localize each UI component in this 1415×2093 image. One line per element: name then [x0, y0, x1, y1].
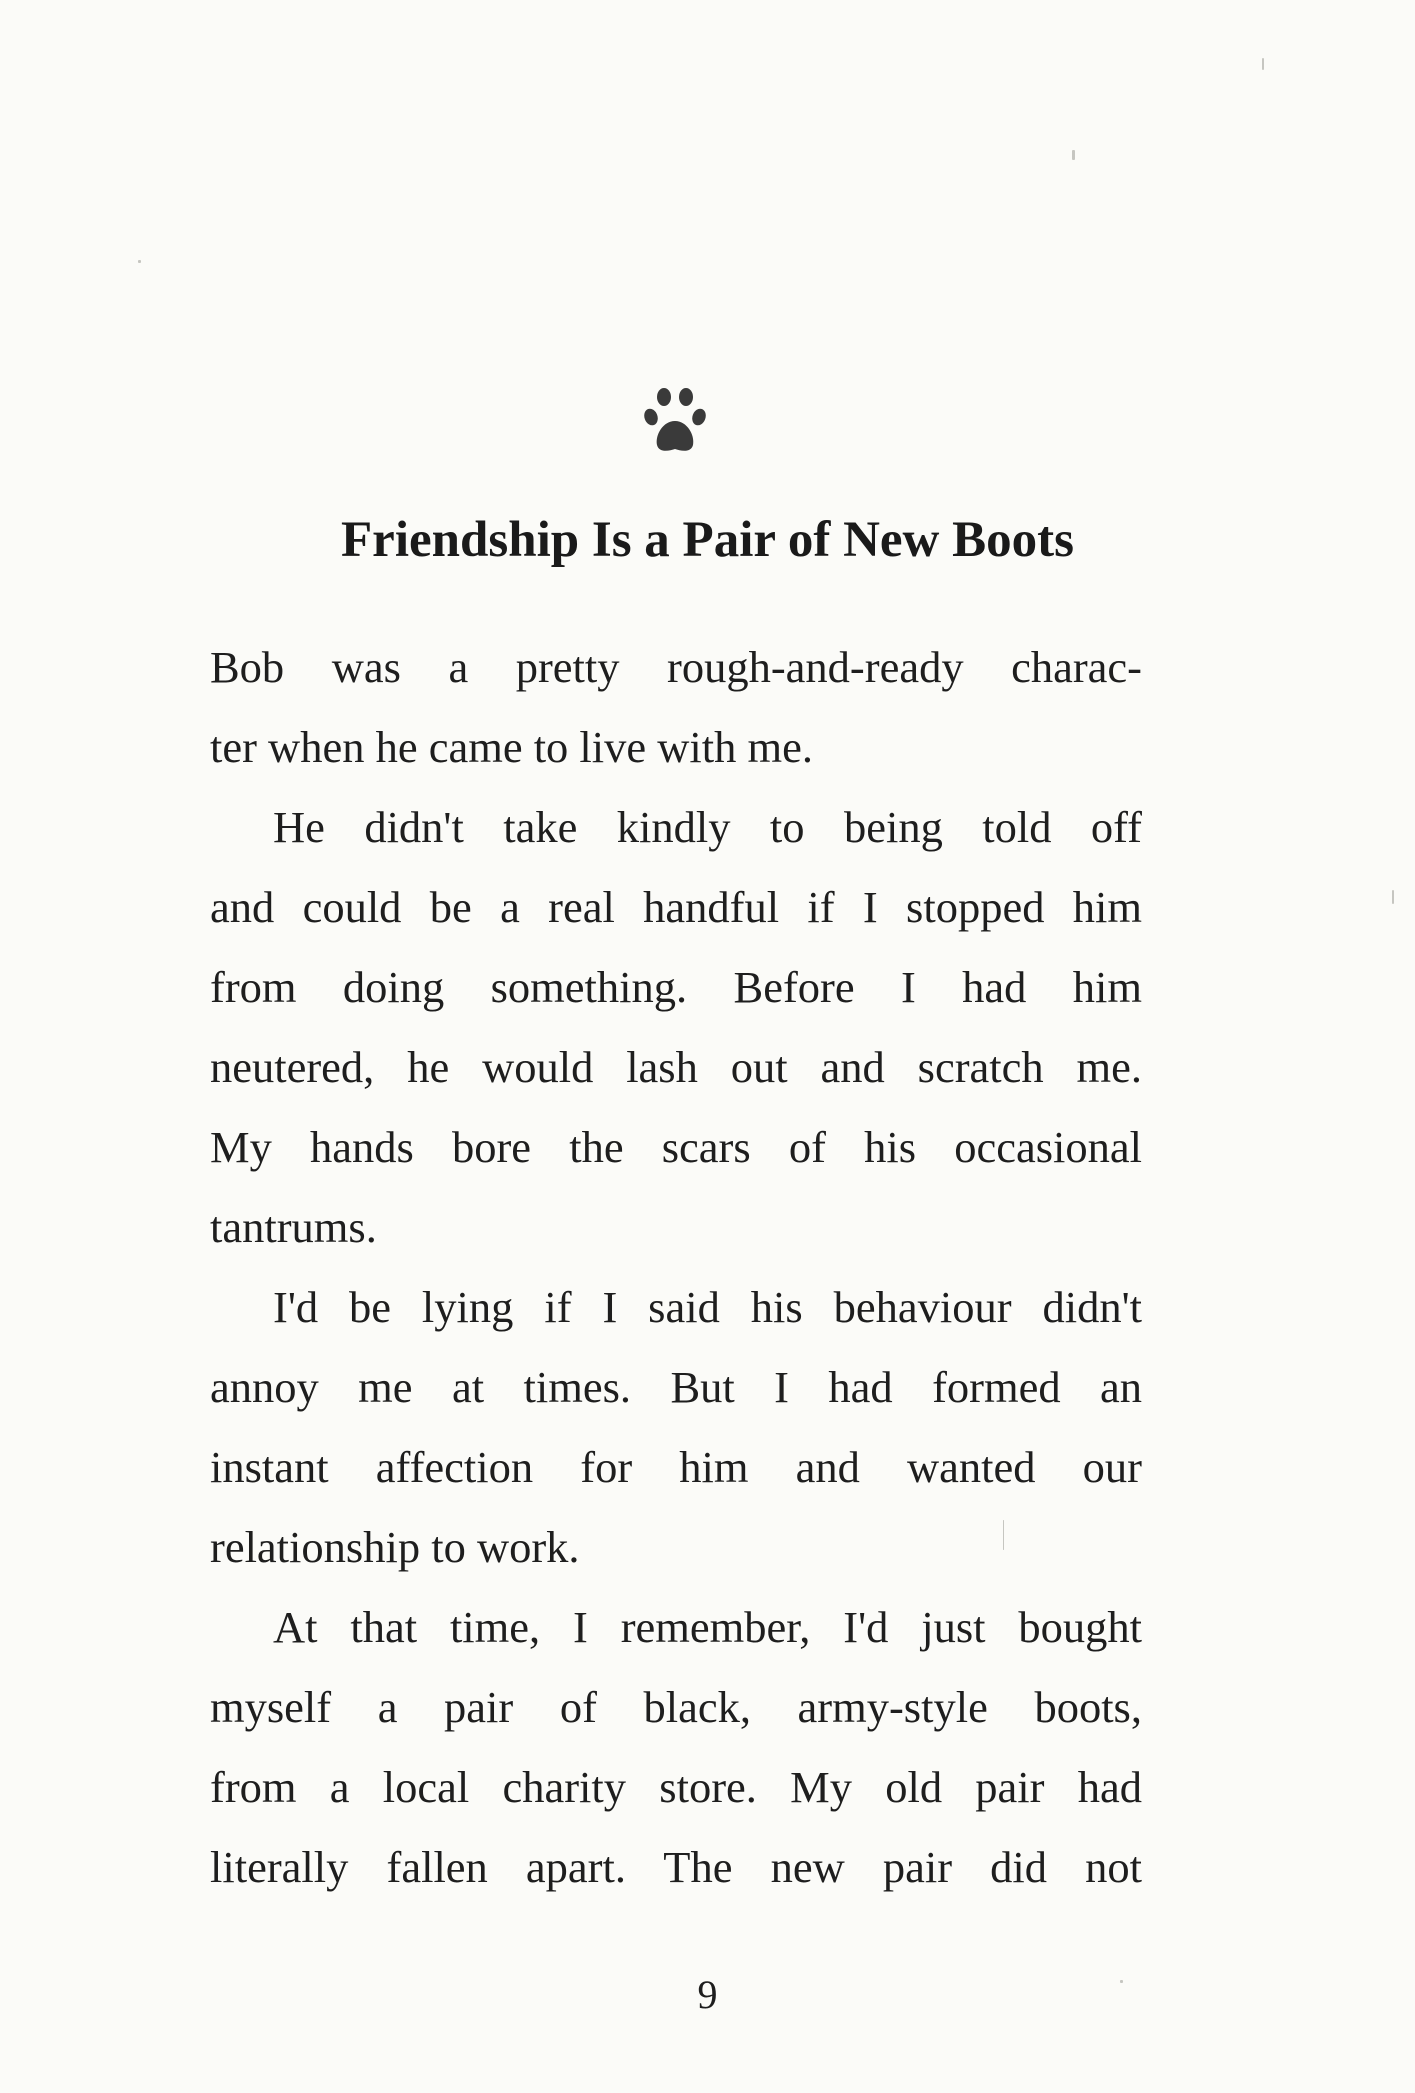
text-line: from doing something. Before I had him — [210, 962, 1142, 1012]
scan-speck — [1072, 150, 1075, 160]
text-line: Bob was a pretty rough-and-ready charac- — [210, 642, 1142, 692]
scan-speck — [1120, 1980, 1123, 1983]
text-line: relationship to work. — [210, 1522, 580, 1572]
text-line: neutered, he would lash out and scratch me. — [210, 1042, 1142, 1092]
text-line: tantrums. — [210, 1202, 377, 1252]
scan-speck — [1262, 58, 1264, 70]
body-text — [210, 627, 1142, 1907]
text-line: from a local charity store. My old pair had — [210, 1762, 1142, 1812]
scan-speck — [1003, 1520, 1004, 1550]
text-line: literally fallen apart. The new pair did not — [210, 1842, 1142, 1892]
page-number: 9 — [697, 1972, 718, 2017]
text-line: instant affection for him and wanted our — [210, 1442, 1142, 1492]
text-line: and could be a real handful if I stopped him — [210, 882, 1142, 932]
text-line: ter when he came to live with me. — [210, 722, 814, 772]
text-line: He didn't take kindly to being told off — [273, 802, 1142, 852]
scan-speck — [138, 260, 141, 263]
text-line: I'd be lying if I said his behaviour didn't — [273, 1282, 1142, 1332]
paw-print-icon — [643, 387, 707, 457]
text-line: myself a pair of black, army-style boots, — [210, 1682, 1142, 1732]
paragraph — [210, 627, 1142, 787]
text-line: At that time, I remember, I'd just bought — [273, 1602, 1142, 1652]
paragraph — [210, 1587, 1142, 1907]
text-line: annoy me at times. But I had formed an — [210, 1362, 1142, 1412]
paragraph — [210, 787, 1142, 1267]
text-line: My hands bore the scars of his occasional — [210, 1122, 1142, 1172]
scan-speck — [1392, 890, 1394, 904]
chapter-title: Friendship Is a Pair of New Boots — [341, 512, 1074, 568]
